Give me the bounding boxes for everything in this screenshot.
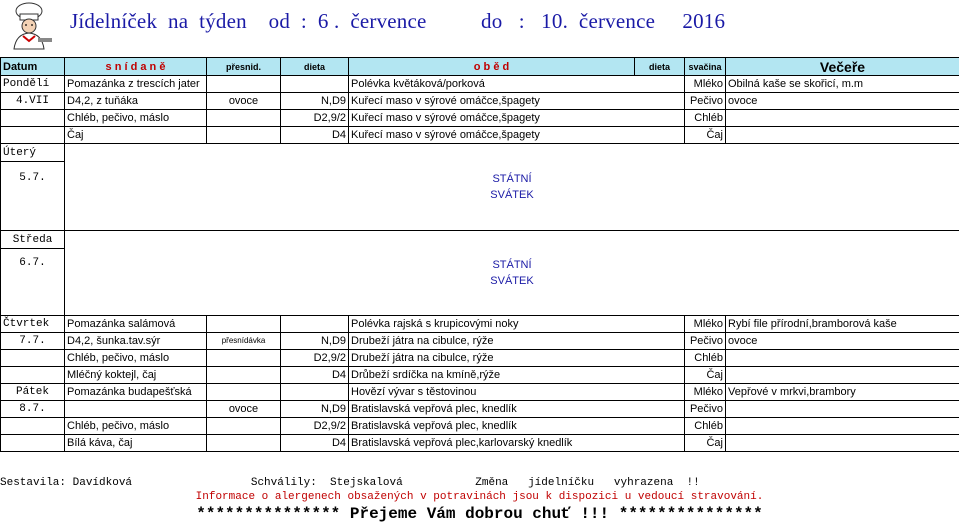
snack-cell	[207, 127, 281, 144]
dinner-cell	[726, 350, 959, 367]
dinner-cell	[726, 367, 959, 384]
chef-icon	[4, 2, 54, 50]
holiday-text-line1: STÁTNÍ	[492, 259, 532, 271]
snack-cell	[207, 350, 281, 367]
lunch-cell: Bratislavská vepřová plec, knedlík	[349, 418, 685, 435]
table-row	[1, 350, 959, 367]
holiday-text-line1: STÁTNÍ	[492, 173, 532, 185]
holiday-cell	[65, 231, 959, 316]
breakfast-cell: Chléb, pečivo, máslo	[65, 418, 207, 435]
afternoon-snack-cell: Pečivo	[685, 401, 726, 418]
afternoon-snack-cell: Čaj	[685, 435, 726, 452]
menu-table	[0, 57, 959, 452]
day-cell	[1, 110, 65, 127]
day-date: 5.7.	[1, 162, 65, 231]
day-date: 8.7.	[1, 401, 65, 418]
snack-cell	[207, 76, 281, 93]
lunch-cell: Kuřecí maso v sýrové omáčce,špagety	[349, 127, 685, 144]
day-name: Středa	[1, 231, 65, 249]
afternoon-snack-cell: Chléb	[685, 350, 726, 367]
snack-cell	[207, 384, 281, 401]
table-row	[1, 418, 959, 435]
footer-signatures: Sestavila: Davídková Schválily: Stejskalová Změna jídelníčku vyhrazena !!	[0, 477, 700, 489]
diet-cell: N,D9	[281, 401, 349, 418]
col-dieta-2: dieta	[635, 58, 685, 76]
bon-appetit-banner: *************** Přejeme Vám dobrou chuť !!! ***************	[196, 505, 763, 523]
lunch-cell: Kuřecí maso v sýrové omáčce,špagety	[349, 93, 685, 110]
breakfast-cell: Pomazánka salámová	[65, 316, 207, 333]
afternoon-snack-cell: Mléko	[685, 384, 726, 401]
holiday-cell	[65, 144, 959, 231]
diet-cell: D2,9/2	[281, 418, 349, 435]
holiday-text-line2: SVÁTEK	[490, 189, 534, 201]
diet-cell	[281, 316, 349, 333]
col-snidane: s n í d a n ě	[65, 58, 207, 76]
breakfast-cell	[65, 401, 207, 418]
day-cell	[1, 127, 65, 144]
lunch-cell: Drubeží játra na cibulce, rýže	[349, 350, 685, 367]
diet-cell: D4	[281, 367, 349, 384]
breakfast-cell: D4,2, z tuňáka	[65, 93, 207, 110]
table-row	[1, 435, 959, 452]
day-name: Úterý	[1, 144, 65, 162]
dinner-cell: Vepřové v mrkvi,brambory	[726, 384, 959, 401]
day-name: Pondělí	[1, 76, 65, 93]
afternoon-snack-cell: Pečivo	[685, 93, 726, 110]
day-date: 6.7.	[1, 249, 65, 316]
table-row	[1, 76, 959, 93]
table-row	[1, 384, 959, 401]
breakfast-cell: Pomazánka budapešťská	[65, 384, 207, 401]
day-cell	[1, 350, 65, 367]
breakfast-cell: Chléb, pečivo, máslo	[65, 110, 207, 127]
header	[0, 0, 959, 52]
day-cell	[1, 367, 65, 384]
afternoon-snack-cell: Chléb	[685, 110, 726, 127]
afternoon-snack-cell: Mléko	[685, 316, 726, 333]
lunch-cell: Kuřecí maso v sýrové omáčce,špagety	[349, 110, 685, 127]
lunch-cell: Drůbeží srdíčka na kmíně,rýže	[349, 367, 685, 384]
lunch-cell: Bratislavská vepřová plec, knedlík	[349, 401, 685, 418]
dinner-cell	[726, 435, 959, 452]
diet-cell	[281, 76, 349, 93]
lunch-cell: Polévka květáková/porková	[349, 76, 685, 93]
afternoon-snack-cell: Mléko	[685, 76, 726, 93]
breakfast-cell: Chléb, pečivo, máslo	[65, 350, 207, 367]
holiday-row	[1, 144, 959, 162]
breakfast-cell: Mléčný koktejl, čaj	[65, 367, 207, 384]
col-dieta: dieta	[281, 58, 349, 76]
header-row	[1, 58, 959, 76]
table-row	[1, 333, 959, 350]
day-date: 7.7.	[1, 333, 65, 350]
afternoon-snack-cell: Chléb	[685, 418, 726, 435]
col-svacina: svačina	[685, 58, 726, 76]
dinner-cell	[726, 401, 959, 418]
dinner-cell: Rybí file přírodní,bramborová kaše	[726, 316, 959, 333]
col-presnid: přesnid.	[207, 58, 281, 76]
snack-cell: přesnídávka	[207, 333, 281, 350]
table-row	[1, 127, 959, 144]
snack-cell	[207, 110, 281, 127]
lunch-cell: Polévka rajská s krupicovými noky	[349, 316, 685, 333]
breakfast-cell: Bílá káva, čaj	[65, 435, 207, 452]
lunch-cell: Bratislavská vepřová plec,karlovarský knedlík	[349, 435, 685, 452]
breakfast-cell: D4,2, šunka.tav.sýr	[65, 333, 207, 350]
table-row	[1, 367, 959, 384]
diet-cell: N,D9	[281, 93, 349, 110]
snack-cell	[207, 316, 281, 333]
snack-cell	[207, 435, 281, 452]
day-name: Pátek	[1, 384, 65, 401]
afternoon-snack-cell: Pečivo	[685, 333, 726, 350]
lunch-cell: Hovězí vývar s těstovinou	[349, 384, 685, 401]
dinner-cell: Obilná kaše se skořicí, m.m	[726, 76, 959, 93]
diet-cell: D4	[281, 127, 349, 144]
diet-cell: D4	[281, 435, 349, 452]
col-vecere: Večeře	[726, 58, 959, 76]
snack-cell	[207, 367, 281, 384]
col-datum: Datum	[1, 58, 65, 76]
afternoon-snack-cell: Čaj	[685, 127, 726, 144]
holiday-row	[1, 231, 959, 249]
table-row	[1, 110, 959, 127]
afternoon-snack-cell: Čaj	[685, 367, 726, 384]
snack-cell: ovoce	[207, 401, 281, 418]
holiday-text-line2: SVÁTEK	[490, 275, 534, 287]
diet-cell	[281, 384, 349, 401]
diet-cell: D2,9/2	[281, 350, 349, 367]
dinner-cell	[726, 418, 959, 435]
page-title: Jídelníček na týden od : 6 . července do : 10. července 2016	[70, 9, 726, 33]
col-obed: o b ě d	[349, 58, 635, 76]
day-cell	[1, 435, 65, 452]
table-row	[1, 316, 959, 333]
day-name: Čtvrtek	[1, 316, 65, 333]
dinner-cell	[726, 110, 959, 127]
lunch-cell: Drubeží játra na cibulce, rýže	[349, 333, 685, 350]
breakfast-cell: Pomazánka z trescích jater	[65, 76, 207, 93]
dinner-cell: ovoce	[726, 93, 959, 110]
breakfast-cell: Čaj	[65, 127, 207, 144]
table-row	[1, 401, 959, 418]
table-row	[1, 93, 959, 110]
dinner-cell: ovoce	[726, 333, 959, 350]
diet-cell: D2,9/2	[281, 110, 349, 127]
diet-cell: N,D9	[281, 333, 349, 350]
dinner-cell	[726, 127, 959, 144]
snack-cell: ovoce	[207, 93, 281, 110]
day-cell	[1, 418, 65, 435]
allergen-note: Informace o alergenech obsažených v potravinách jsou k dispozici u vedoucí stravování.	[195, 491, 764, 503]
snack-cell	[207, 418, 281, 435]
day-date: 4.VII	[1, 93, 65, 110]
